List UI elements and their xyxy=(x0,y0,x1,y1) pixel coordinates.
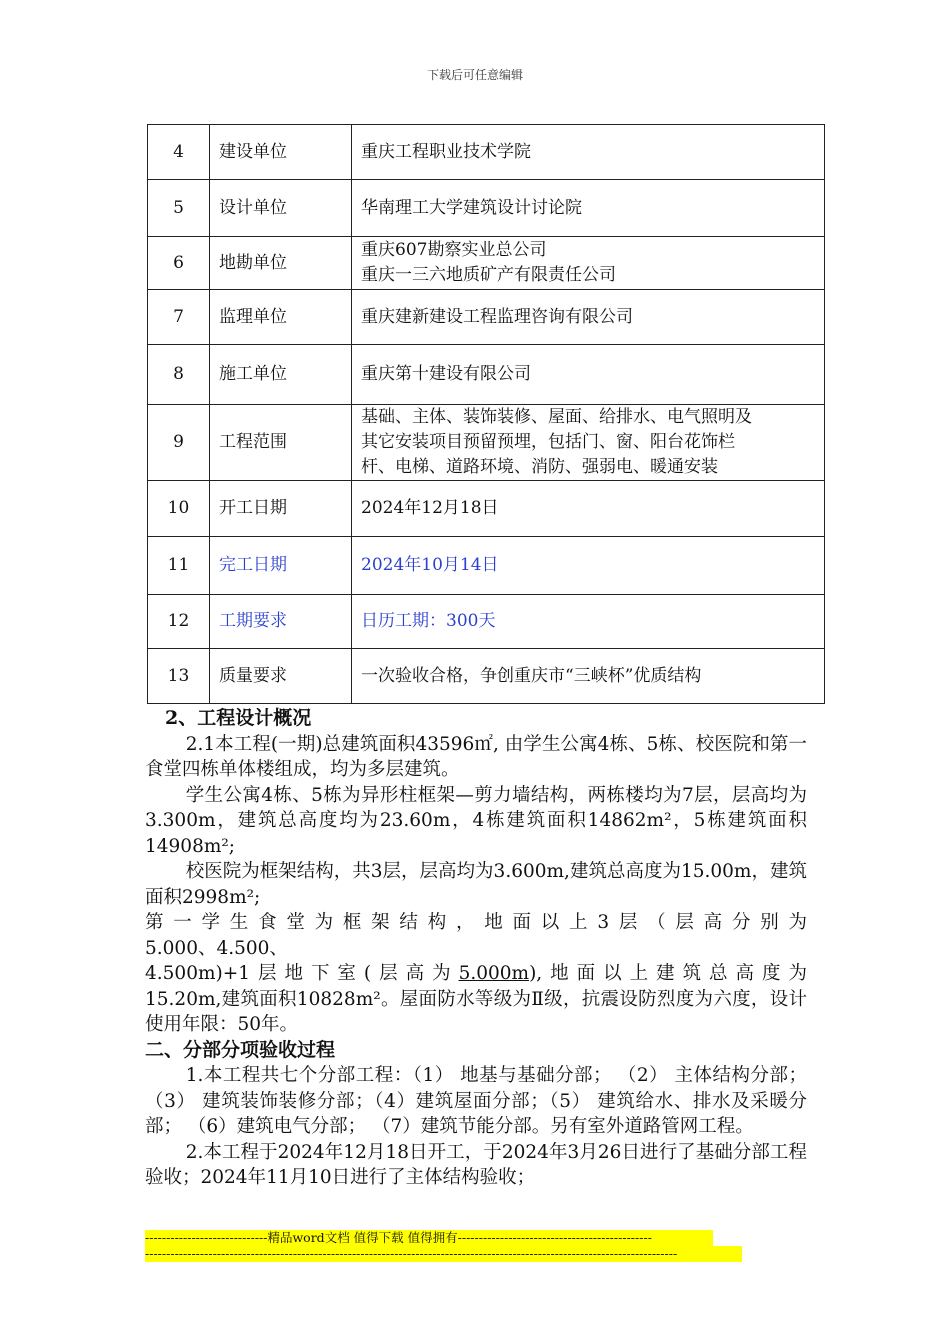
row-number: 8 xyxy=(148,345,210,405)
paragraph-canteen-rest: 15.20m,建筑面积10828m²。屋面防水等级为Ⅱ级，抗震设防烈度为六度，设计使用年限：50年。 xyxy=(145,988,807,1035)
paragraph-canteen-line3: 4.500m)+1层地下室(层高为5.000m),地面以上建筑总高度为 xyxy=(145,963,807,984)
underlined-height: 5.000m xyxy=(458,963,530,984)
section-heading-acceptance: 二、分部分项验收过程 xyxy=(145,1038,336,1061)
table-row xyxy=(148,125,825,180)
row-value-line: 其它安装项目预留预埋，包括门、窗、阳台花饰栏 xyxy=(361,432,735,452)
row-value-line: 2024年12月18日 xyxy=(361,498,499,518)
row-value-line: 重庆建新建设工程监理咨询有限公司 xyxy=(361,306,633,327)
row-item-label: 完工日期 xyxy=(210,537,352,595)
row-value xyxy=(352,405,825,481)
row-value xyxy=(352,595,825,649)
row-item-label: 质量要求 xyxy=(210,649,352,704)
row-number: 11 xyxy=(148,537,210,595)
row-number: 6 xyxy=(148,237,210,290)
paragraph-total-area: 2.1本工程(一期)总建筑面积43596㎡, 由学生公寓4栋、5栋、校医院和第一食堂四栋单体楼组成，均为多层建筑。 xyxy=(145,733,807,780)
table-row xyxy=(148,537,825,595)
row-item-label: 建设单位 xyxy=(210,125,352,180)
row-value-line: 一次验收合格，争创重庆市“三峡杯”优质结构 xyxy=(361,665,702,686)
row-item-label: 工期要求 xyxy=(210,595,352,649)
row-value xyxy=(352,649,825,704)
row-value xyxy=(352,125,825,180)
paragraph-schedule: 2.本工程于2024年12月18日开工，于2024年3月26日进行了基础分部工程验收；2024年11月10日进行了主体结构验收； xyxy=(145,1141,807,1188)
table-row xyxy=(148,290,825,345)
table-row xyxy=(148,481,825,537)
document-body xyxy=(145,706,807,1191)
row-number: 4 xyxy=(148,125,210,180)
row-item-label: 工程范围 xyxy=(210,405,352,481)
row-value-line: 2024年10月14日 xyxy=(361,555,499,575)
row-value-line: 重庆第十建设有限公司 xyxy=(361,364,531,384)
row-value xyxy=(352,237,825,290)
row-value-line: 重庆工程职业技术学院 xyxy=(361,141,531,162)
row-value xyxy=(352,180,825,237)
table-row xyxy=(148,345,825,405)
paragraph-dormitory: 学生公寓4栋、5栋为异形柱框架—剪力墙结构，两栋楼均为7层，层高均为3.300m，建筑总高度均为23.60m，4栋建筑面积14862m²，5栋建筑面积14908m²; xyxy=(145,784,807,857)
table-row xyxy=(148,180,825,237)
table-row xyxy=(148,595,825,649)
row-value-line: 日历工期：300天 xyxy=(361,611,496,631)
row-value-line: 重庆607勘察实业总公司 xyxy=(361,240,547,260)
table-row xyxy=(148,237,825,290)
paragraph-subdivisions: 1.本工程共七个分部工程：（1） 地基与基础分部； （2） 主体结构分部；（3） 建筑装饰装修分部；（4）建筑屋面分部；（5） 建筑给水、排水及采暖分部； （6）建筑电气分部； （7）建筑节能分部。另有室外道路管网工程。 xyxy=(145,1065,807,1137)
row-number: 12 xyxy=(148,595,210,649)
row-item-label: 施工单位 xyxy=(210,345,352,405)
row-value xyxy=(352,537,825,595)
table-row xyxy=(148,405,825,481)
project-info-table xyxy=(147,124,825,704)
paragraph-canteen-line1: 第一学生食堂为框架结构，地面以上3层（层高分别为 xyxy=(145,912,807,933)
row-item-label: 设计单位 xyxy=(210,180,352,237)
paragraph-canteen-line2: 5.000、4.500、 xyxy=(145,937,288,959)
row-value xyxy=(352,345,825,405)
row-item-label: 地勘单位 xyxy=(210,237,352,290)
table-row xyxy=(148,649,825,704)
page-footer xyxy=(145,1230,742,1262)
row-value-line: 华南理工大学建筑设计讨论院 xyxy=(361,197,582,218)
row-number: 9 xyxy=(148,405,210,481)
row-number: 5 xyxy=(148,180,210,237)
row-value xyxy=(352,290,825,345)
footer-line-2: ------------------------------------------------------------------------------------------------------------------------------ xyxy=(145,1246,742,1262)
row-value-line: 基础、主体、装饰装修、屋面、给排水、电气照明及 xyxy=(361,407,752,427)
row-number: 7 xyxy=(148,290,210,345)
row-item-label: 开工日期 xyxy=(210,481,352,537)
page-header: 下载后可任意编辑 xyxy=(426,68,523,82)
row-value-line: 杆、电梯、道路环境、消防、强弱电、暖通安装 xyxy=(361,457,718,477)
footer-line-1: -----------------------------精品word文档 值得下载 值得拥有---------------------------------------------- xyxy=(145,1230,713,1246)
row-number: 13 xyxy=(148,649,210,704)
row-value xyxy=(352,481,825,537)
section-heading-design: 2、工程设计概况 xyxy=(165,707,312,729)
row-item-label: 监理单位 xyxy=(210,290,352,345)
row-number: 10 xyxy=(148,481,210,537)
row-value-line: 重庆一三六地质矿产有限责任公司 xyxy=(361,265,616,285)
paragraph-clinic: 校医院为框架结构，共3层，层高均为3.600m,建筑总高度为15.00m，建筑面积2998m²; xyxy=(145,861,807,908)
